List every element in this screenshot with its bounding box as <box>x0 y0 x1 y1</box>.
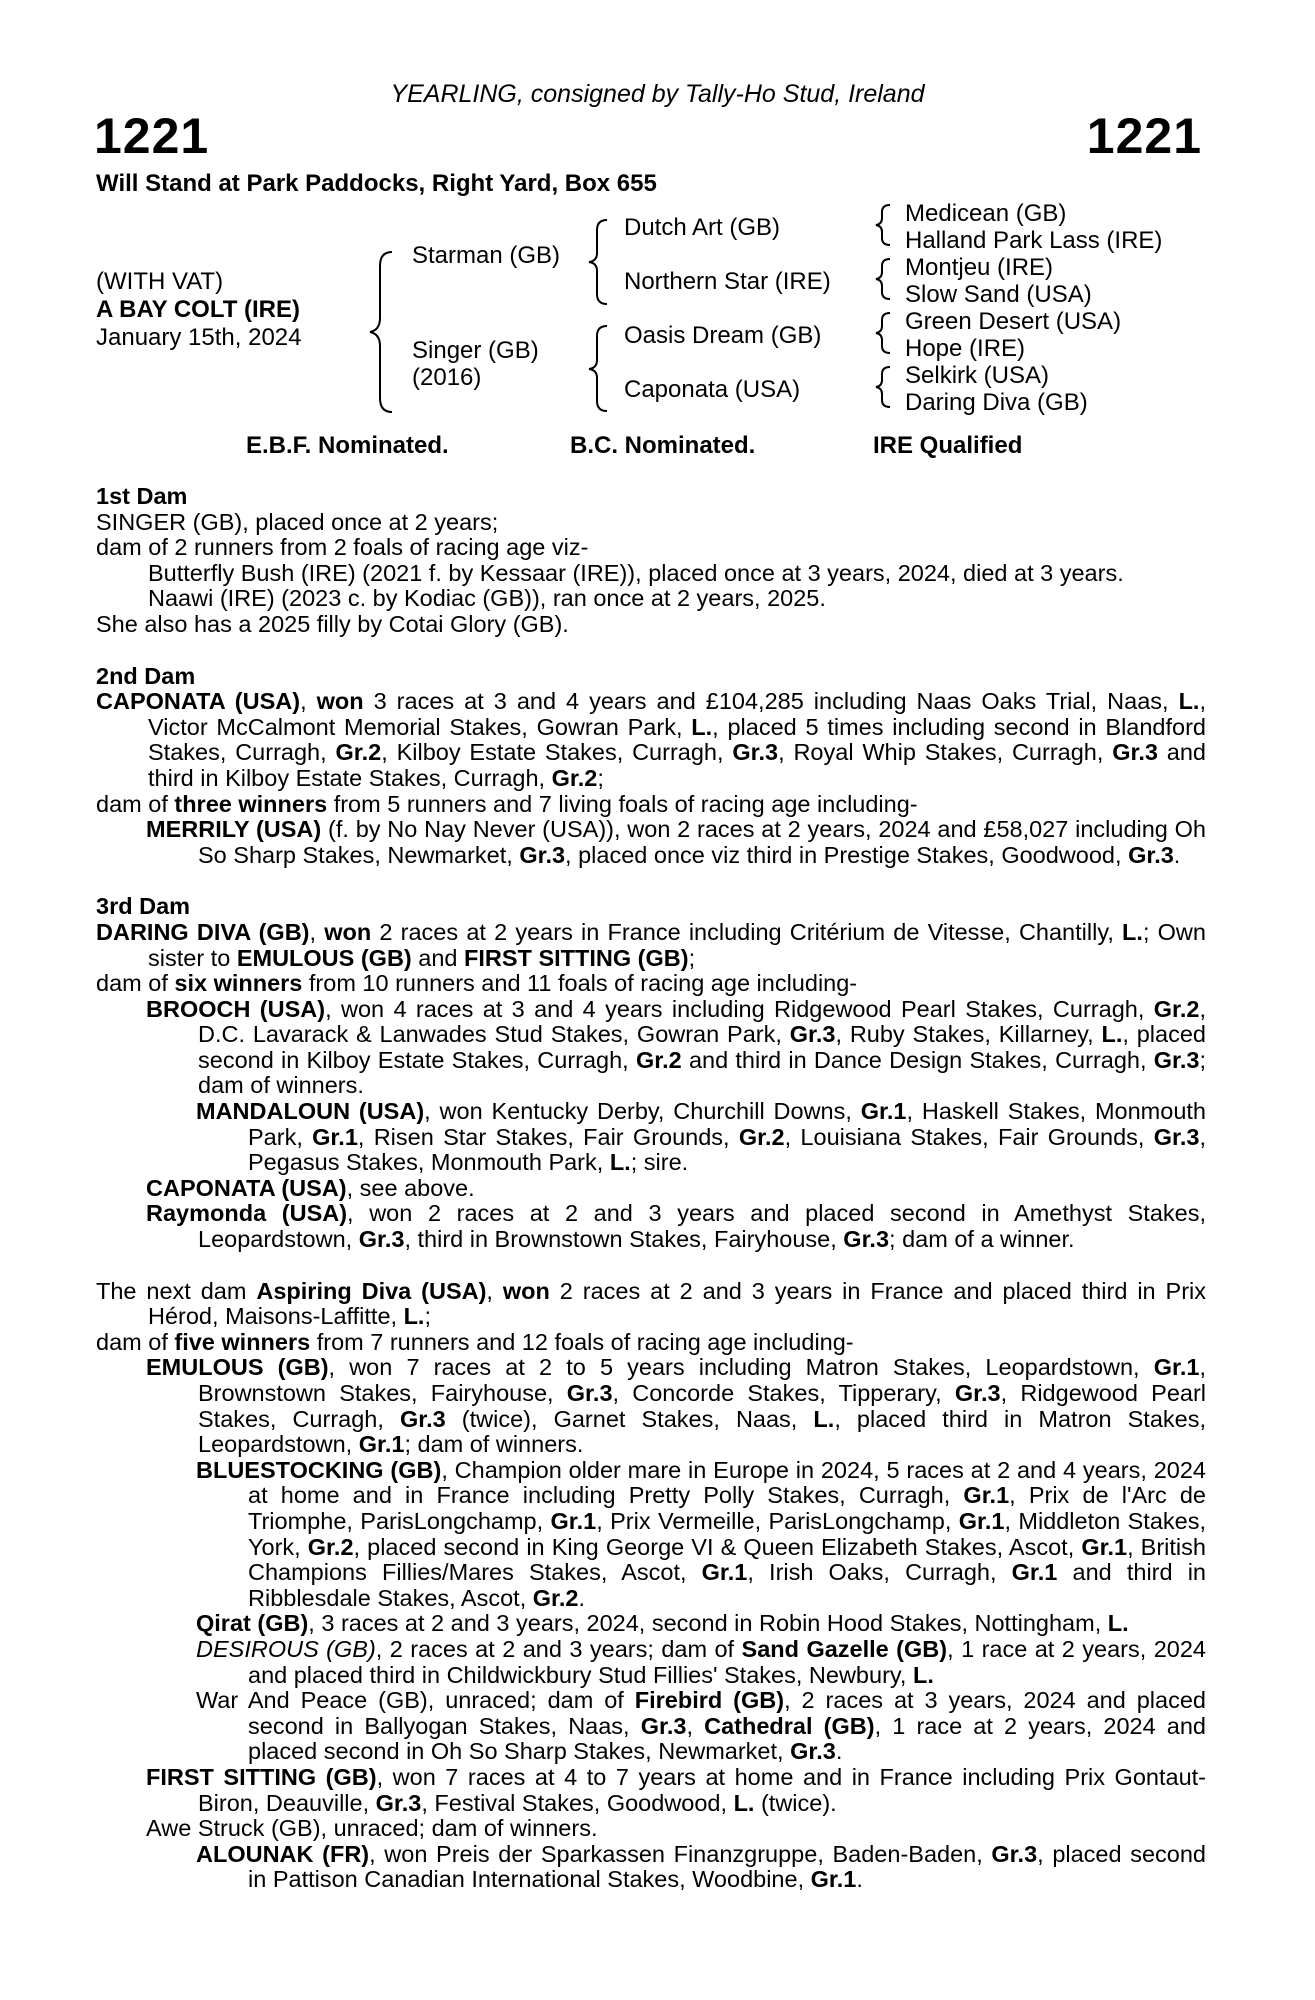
third-dam-record: DARING DIVA (GB), won 2 races at 2 years in France including Critérium de Vitesse, Chantilly, L.; Own sister to EMULOUS (GB) and FIRST SITTING (GB); <box>96 918 1206 971</box>
produce-qirat: Qirat (GB), 3 races at 2 and 3 years, 2024, second in Robin Hood Stakes, Nottingham, L. <box>196 1610 1129 1637</box>
grandsire-3: Green Desert (USA) <box>905 308 1122 335</box>
granddam-3: Hope (IRE) <box>905 335 1026 362</box>
produce-desirous: DESIROUS (GB), 2 races at 2 and 3 years; dam of Sand Gazelle (GB), 1 race at 2 years, 2024 and placed third in Childwickbury Stud Fillies' Stakes, Newbury, L. <box>196 1635 1206 1688</box>
granddam-1: Halland Park Lass (IRE) <box>905 227 1163 254</box>
third-dam-produce-summary: dam of six winners from 10 runners and 11 foals of racing age including- <box>96 970 858 997</box>
granddam-4: Daring Diva (GB) <box>905 389 1088 416</box>
produce-war-and-peace: War And Peace (GB), unraced; dam of Firebird (GB), 2 races at 3 years, 2024 and placed second in Ballyogan Stakes, Naas, Gr.3, Cathedral (GB), 1 race at 2 years, 2024 and placed second in Oh So Sharp Stakes, Newmarket, Gr.3. <box>196 1687 1206 1765</box>
produce-alounak: ALOUNAK (FR), won Preis der Sparkassen Finanzgruppe, Baden-Baden, Gr.3, placed second in Pattison Canadian International Stakes, Woodbine, Gr.1. <box>196 1840 1206 1893</box>
produce-bluestocking: BLUESTOCKING (GB), Champion older mare in Europe in 2024, 5 races at 2 and 4 years, 2024 at home and in France including Pretty Polly Stakes, Curragh, Gr.1, Prix de l'Arc de Triomphe, ParisLongchamp, Gr.1, Prix Vermeille, ParisLongchamp, Gr.1, Middleton Stakes, York, Gr.2, placed second in King George VI & Queen Elizabeth Stakes, Ascot, Gr.1, British Champions Fillies/Mares Stakes, Ascot, Gr.1, Irish Oaks, Curragh, Gr.1 and third in Ribblesdale Stakes, Ascot, Gr.2. <box>196 1456 1207 1611</box>
vat-label: (WITH VAT) <box>96 268 224 295</box>
catalogue-subtitle: YEARLING, consigned by Tally-Ho Stud, Ireland <box>390 80 925 108</box>
grandsire-1: Medicean (GB) <box>905 200 1067 227</box>
pedigree-notes <box>96 484 1206 1893</box>
first-dam-heading: 1st Dam <box>96 483 188 509</box>
next-dam-record: The next dam Aspiring Diva (USA), won 2 races at 2 and 3 years in France and placed third in Prix Hérod, Maisons-Laffitte, L.; <box>96 1277 1206 1330</box>
lot-number-right: 1221 <box>1086 108 1202 164</box>
stand-location: Will Stand at Park Paddocks, Right Yard, Box 655 <box>96 170 657 197</box>
produce-first-sitting: FIRST SITTING (GB), won 7 races at 4 to 7 years at home and in France including Prix Gontaut-Biron, Deauville, Gr.3, Festival Stakes, Goodwood, L. (twice). <box>146 1763 1206 1816</box>
third-dam-heading: 3rd Dam <box>96 893 191 920</box>
produce-brooch: BROOCH (USA), won 4 races at 3 and 4 years including Ridgewood Pearl Stakes, Curragh, Gr.2, D.C. Lavarack & Lanwades Stud Stakes, Gowran Park, Gr.3, Ruby Stakes, Killarney, L., placed second in Kilboy Estate Stakes, Curragh, Gr.2 and third in Dance Design Stakes, Curragh, Gr.3; dam of winners. <box>146 995 1207 1099</box>
sire-sire: Dutch Art (GB) <box>624 214 781 241</box>
grandsire-2: Montjeu (IRE) <box>905 254 1054 281</box>
g1-brace <box>876 205 890 245</box>
second-dam-heading: 2nd Dam <box>96 662 196 689</box>
produce-mandaloun: MANDALOUN (USA), won Kentucky Derby, Churchill Downs, Gr.1, Haskell Stakes, Monmouth Park, Gr.1, Risen Star Stakes, Fair Grounds, Gr.2, Louisiana Stakes, Fair Grounds, Gr.3, Pegasus Stakes, Monmouth Park, L.; sire. <box>196 1098 1206 1176</box>
produce-raymonda: Raymonda (USA), won 2 races at 2 and 3 years and placed second in Amethyst Stakes, Leopardstown, Gr.3, third in Brownstown Stakes, Fairyhouse, Gr.3; dam of a winner. <box>146 1200 1207 1253</box>
second-dam-record: CAPONATA (USA), won 3 races at 3 and 4 years and £104,285 including Naas Oaks Trial, Naas, L., Victor McCalmont Memorial Stakes, Gowran Park, L., placed 5 times including second in Blandford Stakes, Curragh, Gr.2, Kilboy Estate Stakes, Curragh, Gr.3, Royal Whip Stakes, Curragh, Gr.3 and third in Kilboy Estate Stakes, Curragh, Gr.2; <box>96 688 1206 791</box>
foaling-date: January 15th, 2024 <box>96 324 302 351</box>
sire-dam: Northern Star (IRE) <box>624 268 831 295</box>
g2-brace <box>876 259 890 299</box>
lot-number-left: 1221 <box>94 108 210 164</box>
first-dam-produce: Butterfly Bush (IRE) (2021 f. by Kessaar (IRE)), placed once at 3 years, 2024, died at 3 years. <box>148 559 1124 586</box>
dam: Singer (GB) <box>412 337 539 364</box>
next-dam-produce-summary: dam of five winners from 7 runners and 12 foals of racing age including- <box>96 1328 854 1355</box>
sire: Starman (GB) <box>412 242 561 269</box>
dam-brace <box>589 326 607 411</box>
main-brace <box>370 252 392 412</box>
first-dam-line: She also has a 2025 filly by Cotai Glory (GB). <box>96 610 569 637</box>
second-dam-produce-summary: dam of three winners from 5 runners and 7 living foals of racing age including- <box>96 790 918 817</box>
dam-year: (2016) <box>412 364 482 391</box>
produce-awe-struck: Awe Struck (GB), unraced; dam of winners. <box>146 1815 598 1842</box>
first-dam-produce: Naawi (IRE) (2023 c. by Kodiac (GB)), ran once at 2 years, 2025. <box>148 585 826 612</box>
ebf-nomination: E.B.F. Nominated. <box>246 432 449 459</box>
g3-brace <box>876 313 890 353</box>
first-dam-line: SINGER (GB), placed once at 2 years; <box>96 508 499 535</box>
dam-sire: Oasis Dream (GB) <box>624 322 822 349</box>
dam-dam: Caponata (USA) <box>624 376 801 403</box>
granddam-2: Slow Sand (USA) <box>905 281 1092 308</box>
produce-caponata: CAPONATA (USA), see above. <box>146 1174 475 1201</box>
ire-qualification: IRE Qualified <box>873 432 1023 459</box>
produce-emulous: EMULOUS (GB), won 7 races at 2 to 5 years including Matron Stakes, Leopardstown, Gr.1, Brownstown Stakes, Fairyhouse, Gr.3, Concorde Stakes, Tipperary, Gr.3, Ridgewood Pearl Stakes, Curragh, Gr.3 (twice), Garnet Stakes, Naas, L., placed third in Matron Stakes, Leopardstown, Gr.1; dam of winners. <box>146 1354 1207 1458</box>
first-dam-line: dam of 2 runners from 2 foals of racing age viz- <box>96 534 589 561</box>
g4-brace <box>876 367 890 407</box>
sire-brace <box>589 220 607 304</box>
bc-nomination: B.C. Nominated. <box>570 432 756 459</box>
grandsire-4: Selkirk (USA) <box>905 362 1050 389</box>
horse-name: A BAY COLT (IRE) <box>96 296 301 323</box>
produce-merrily: MERRILY (USA) (f. by No Nay Never (USA)), won 2 races at 2 years, 2024 and £58,027 including Oh So Sharp Stakes, Newmarket, Gr.3, placed once viz third in Prestige Stakes, Goodwood, Gr.3. <box>146 816 1207 868</box>
